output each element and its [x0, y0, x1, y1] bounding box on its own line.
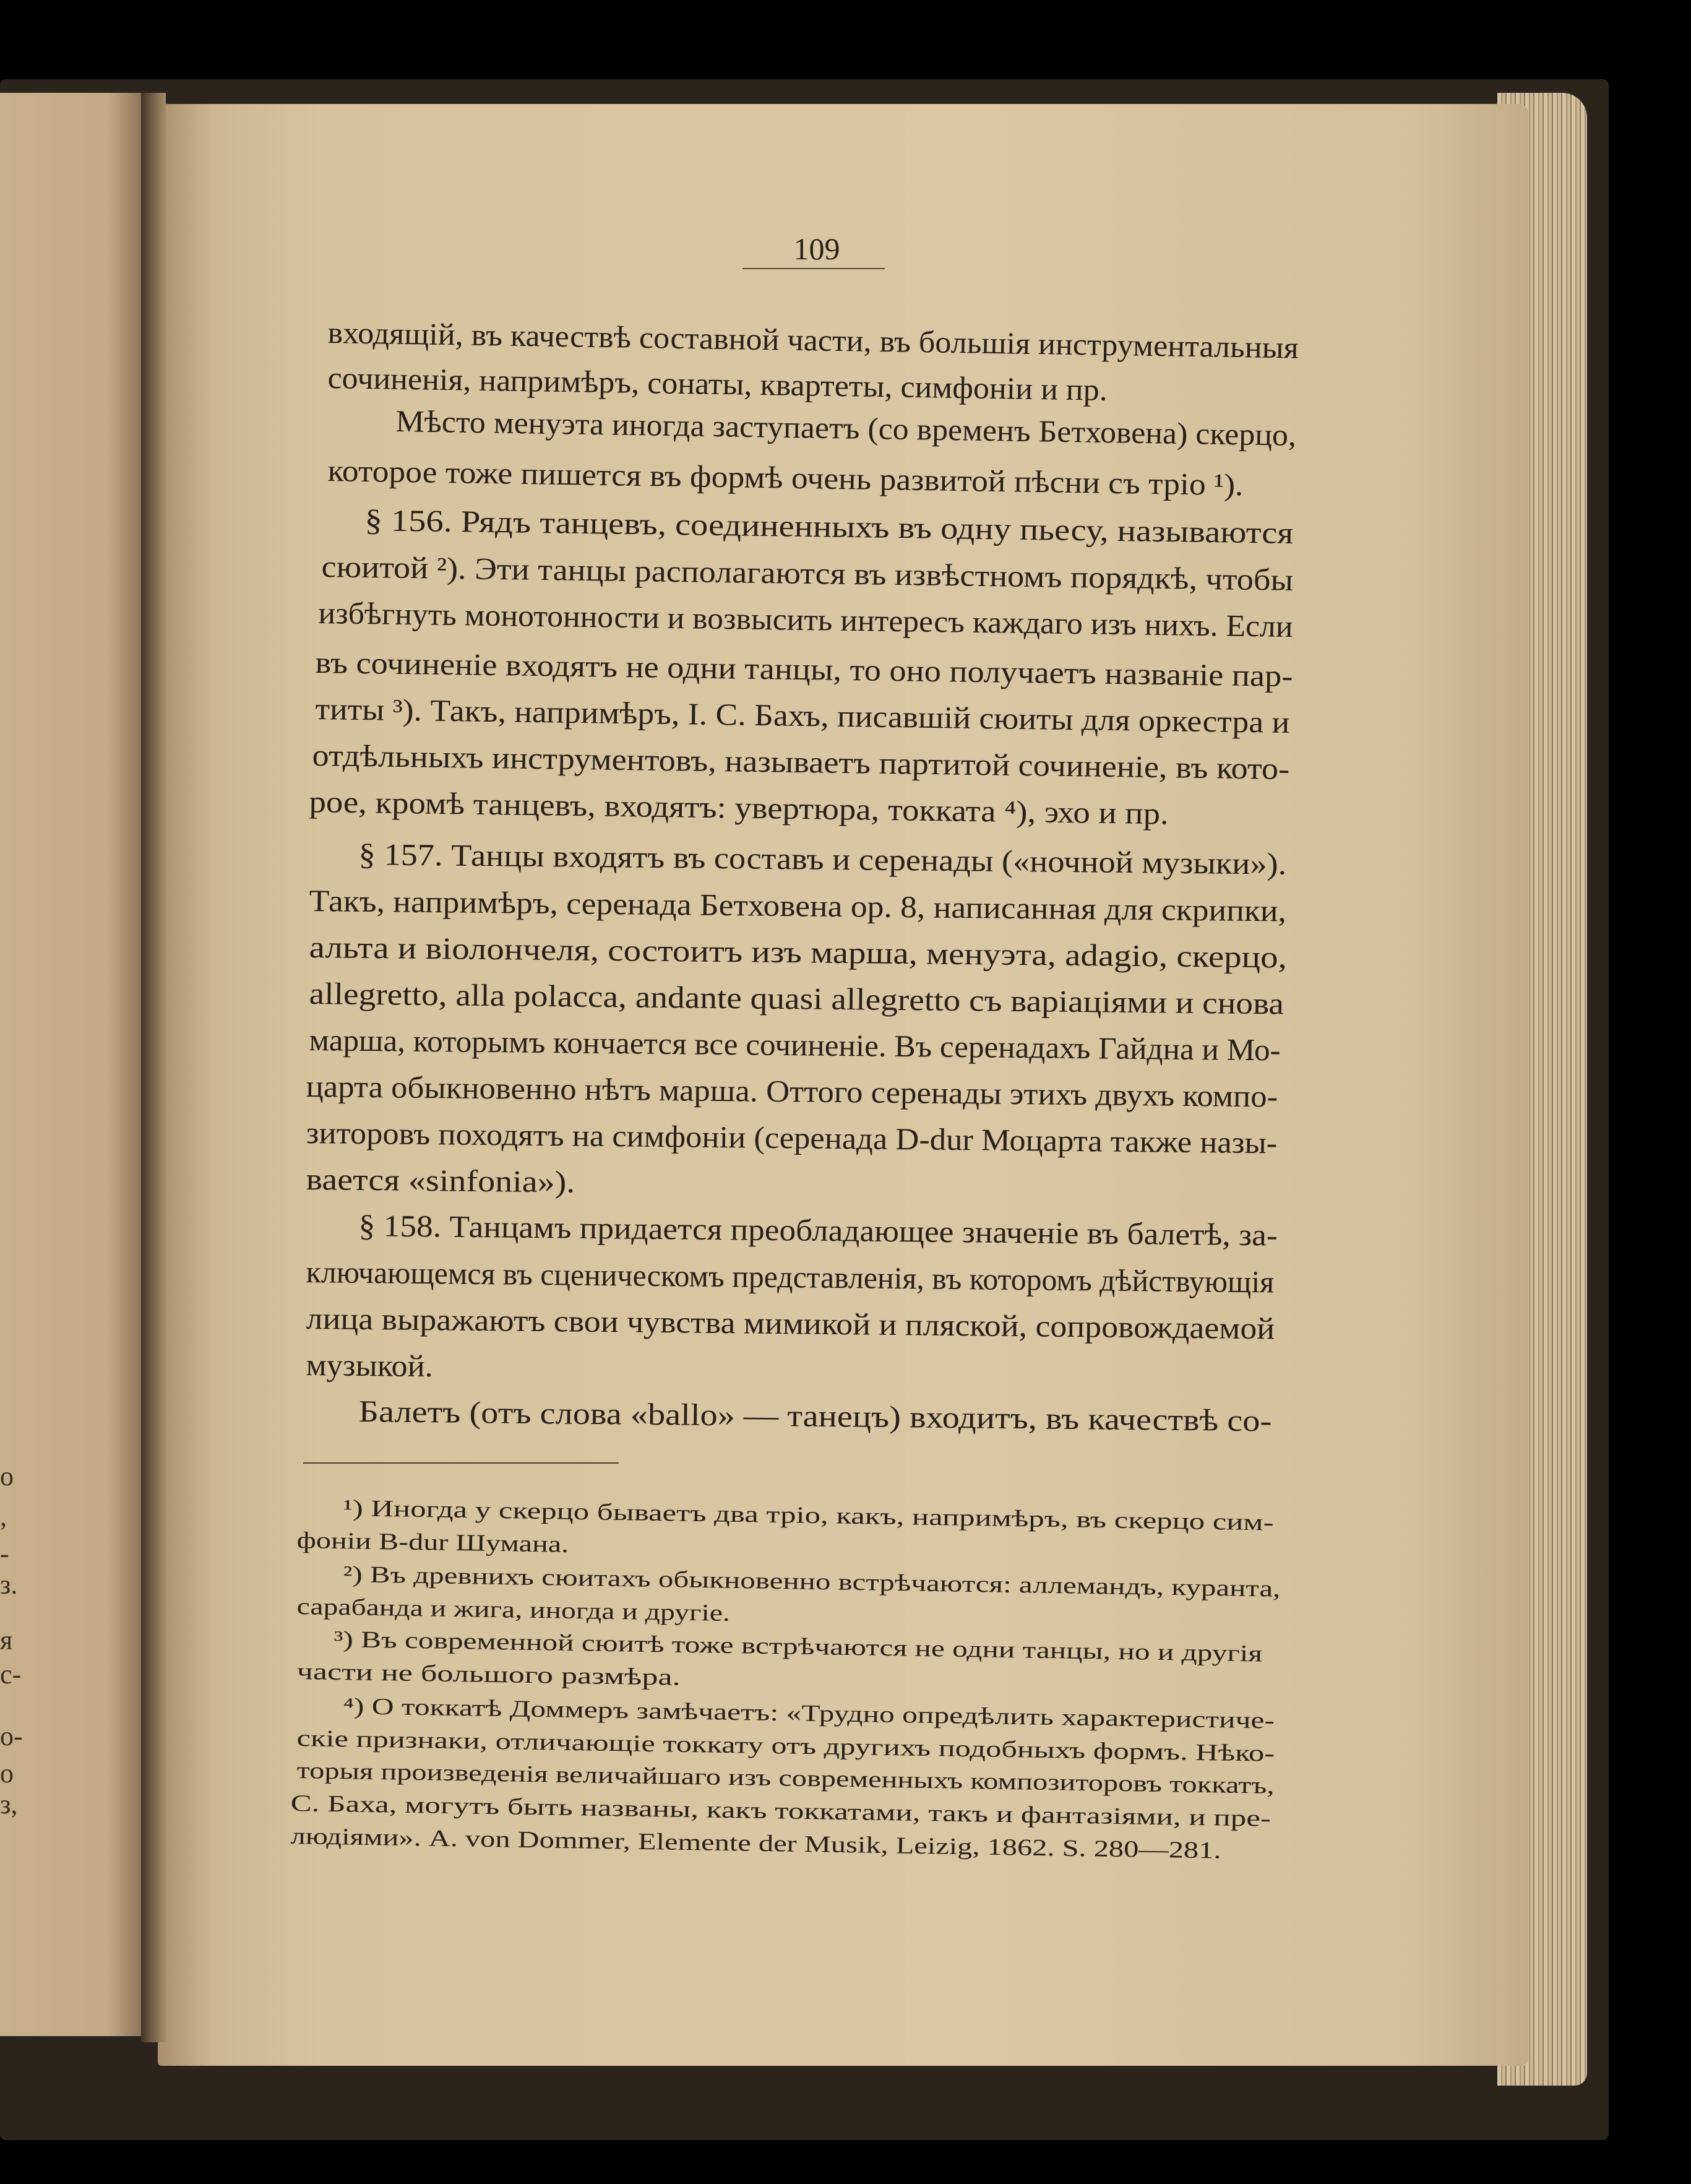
- left-page-fragment: о-: [0, 1721, 23, 1751]
- footnote-line: ¹) Иногда у скерцо бываетъ два тріо, какъ, напримѣръ, въ скерцо сим-: [343, 1495, 1274, 1536]
- body-line: § 157. Танцы входятъ въ составъ и серенады («ночной музыки»).: [358, 837, 1287, 881]
- footnote-rule: [303, 1462, 619, 1464]
- footnote-line: ³) Въ современной сюитѣ тоже встрѣчаются не одни танцы, но и другія: [333, 1626, 1263, 1667]
- body-line: марша, которымъ кончается все сочиненіе. Въ серенадахъ Гайдна и Мо-: [309, 1022, 1281, 1068]
- left-page-fragment: о: [0, 1461, 14, 1491]
- footnote-line: людіями». A. von Dommer, Elemente der Musik, Leizig, 1862. S. 280—281.: [290, 1823, 1221, 1864]
- footnote-line: сарабанда и жига, иногда и другіе.: [296, 1594, 731, 1626]
- body-line: allegretto, alla polacca, andante quasi allegretto съ варіаціями и снова: [309, 976, 1284, 1021]
- left-page-fragment: з,: [0, 1789, 18, 1819]
- body-line: лица выражаютъ свои чувства мимикой и пляской, сопровождаемой: [306, 1301, 1275, 1346]
- page-number-rule: [742, 268, 885, 269]
- footnote-line: С. Баха, могутъ быть названы, какъ токкатами, такъ и фантазіями, и пре-: [290, 1790, 1271, 1832]
- body-line: альта и віолончеля, состоитъ изъ марша, менуэта, adagio, скерцо,: [309, 930, 1288, 975]
- body-line: которое тоже пишется въ формѣ очень развитой пѣсни съ тріо ¹).: [327, 453, 1244, 503]
- left-page-fragment: з.: [0, 1569, 18, 1600]
- footnote-line: фоніи B-dur Шумана.: [296, 1527, 569, 1558]
- body-line: рое, кромѣ танцевъ, входятъ: увертюра, токката ⁴), эхо и пр.: [309, 784, 1169, 831]
- body-line: въ сочиненіе входятъ не одни танцы, то оно получаетъ названіе пар-: [315, 645, 1293, 694]
- body-line: титы ³). Такъ, напримѣръ, І. С. Бахъ, писавшій сюиты для оркестра и: [315, 691, 1290, 740]
- body-line: § 156. Рядъ танцевъ, соединенныхъ въ одну пьесу, называются: [364, 503, 1294, 550]
- body-line: входящій, въ качествѣ составной части, въ большія инструментальныя: [327, 315, 1299, 365]
- body-line: Балетъ (отъ слова «ballo» — танецъ) входитъ, въ качествѣ со-: [358, 1394, 1272, 1438]
- page-number: 109: [793, 231, 840, 266]
- body-line: зиторовъ походятъ на симфоніи (серенада D-dur Моцарта также назы-: [306, 1115, 1278, 1160]
- body-line: § 158. Танцамъ придается преобладающее значеніе въ балетѣ, за-: [358, 1208, 1278, 1253]
- book-gutter: [141, 93, 166, 2042]
- body-line: вается «sinfonia»).: [306, 1162, 575, 1199]
- left-page-fragment: о: [0, 1758, 14, 1789]
- left-page-fragment: я: [0, 1625, 13, 1655]
- body-line: ключающемся въ сценическомъ представленія, въ которомъ дѣйствующія: [306, 1254, 1275, 1300]
- body-line: царта обыкновенно нѣтъ марша. Оттого серенады этихъ двухъ компо-: [306, 1069, 1278, 1114]
- body-line: сюитой ²). Эти танцы располагаются въ извѣстномъ порядкѣ, чтобы: [321, 549, 1294, 597]
- body-line: сочиненія, напримѣръ, сонаты, квартеты, симфоніи и пр.: [327, 360, 1108, 407]
- left-page-fragment: -: [0, 1539, 9, 1569]
- footnote-line: торыя произведенія величайшаго изъ современныхъ композиторовъ токкатъ,: [296, 1758, 1275, 1799]
- body-line: музыкой.: [306, 1347, 434, 1384]
- body-line: отдѣльныхъ инструментовъ, называетъ партитой сочиненіе, въ кото-: [312, 738, 1290, 787]
- left-page-edge: [0, 93, 155, 2036]
- left-page-fragment: с-: [0, 1659, 22, 1690]
- footnote-line: ²) Въ древнихъ сюитахъ обыкновенно встрѣчаются: аллемандъ, куранта,: [343, 1561, 1281, 1602]
- left-page-fragment: ,: [0, 1501, 7, 1532]
- body-line: Мѣсто менуэта иногда заступаетъ (со временъ Бетховена) скерцо,: [395, 404, 1297, 452]
- footnote-line: части не большого размѣра.: [296, 1659, 681, 1691]
- body-line: избѣгнуть монотонности и возвысить интересъ каждаго изъ нихъ. Если: [318, 595, 1293, 644]
- footnote-line: скіе признаки, отличающіе токкату отъ другихъ подобныхъ формъ. Нѣко-: [296, 1725, 1275, 1767]
- body-line: Такъ, напримѣръ, серенада Бетховена ор. 8, написанная для скрипки,: [309, 883, 1287, 928]
- footnote-line: ⁴) О токкатѣ Доммеръ замѣчаетъ: «Трудно опредѣлить характеристиче-: [343, 1693, 1275, 1734]
